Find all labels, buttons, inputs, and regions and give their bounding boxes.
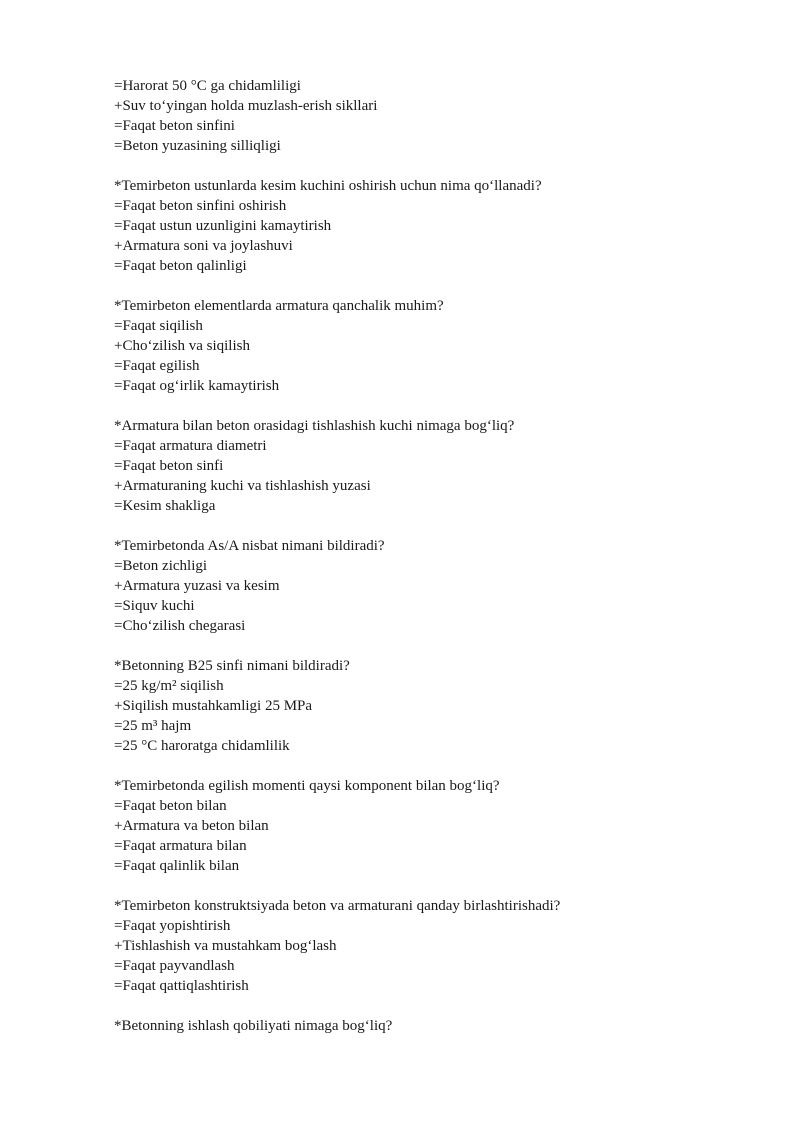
question-list xyxy=(114,76,734,1056)
answer-option: =Faqat armatura diametri xyxy=(114,438,267,454)
answer-option: =Faqat yopishtirish xyxy=(114,918,231,934)
question-block-1 xyxy=(114,76,734,156)
answer-option: +Armatura soni va joylashuvi xyxy=(114,238,293,254)
answer-option: =Faqat armatura bilan xyxy=(114,838,247,854)
answer-option: =Beton yuzasining silliqligi xyxy=(114,138,281,154)
question-block-5 xyxy=(114,536,734,636)
question-block-9 xyxy=(114,1016,734,1036)
question-text: *Temirbeton ustunlarda kesim kuchini oshirish uchun nima qo‘llanadi? xyxy=(114,178,542,194)
answer-option: =Kesim shakliga xyxy=(114,498,216,514)
question-text: *Temirbetonda egilish momenti qaysi komponent bilan bog‘liq? xyxy=(114,778,500,794)
question-block-4 xyxy=(114,416,734,516)
answer-option: =Harorat 50 °C ga chidamliligi xyxy=(114,78,301,94)
question-text: *Armatura bilan beton orasidagi tishlashish kuchi nimaga bog‘liq? xyxy=(114,418,515,434)
answer-option: =Faqat ustun uzunligini kamaytirish xyxy=(114,218,332,234)
question-text: *Temirbetonda As/A nisbat nimani bildiradi? xyxy=(114,538,385,554)
answer-option: +Armatura yuzasi va kesim xyxy=(114,578,280,594)
question-text: *Temirbeton konstruktsiyada beton va armaturani qanday birlashtirishadi? xyxy=(114,898,561,914)
answer-option: =Faqat og‘irlik kamaytirish xyxy=(114,378,280,394)
answer-option: +Cho‘zilish va siqilish xyxy=(114,338,250,354)
answer-option: =Faqat siqilish xyxy=(114,318,203,334)
answer-option: =Cho‘zilish chegarasi xyxy=(114,618,246,634)
answer-option: +Siqilish mustahkamligi 25 MPa xyxy=(114,698,313,714)
answer-option: =Faqat beton bilan xyxy=(114,798,227,814)
question-text: *Temirbeton elementlarda armatura qanchalik muhim? xyxy=(114,298,444,314)
answer-option: +Tishlashish va mustahkam bog‘lash xyxy=(114,938,337,954)
answer-option: +Armaturaning kuchi va tishlashish yuzasi xyxy=(114,478,371,494)
answer-option: =Faqat beton sinfi xyxy=(114,458,224,474)
answer-option: =Faqat beton qalinligi xyxy=(114,258,247,274)
answer-option: +Armatura va beton bilan xyxy=(114,818,269,834)
question-block-3 xyxy=(114,296,734,396)
question-block-6 xyxy=(114,656,734,756)
answer-option: =Faqat payvandlash xyxy=(114,958,235,974)
answer-option: =Faqat egilish xyxy=(114,358,200,374)
answer-option: =Faqat beton sinfini xyxy=(114,118,235,134)
answer-option: +Suv to‘yingan holda muzlash-erish sikllari xyxy=(114,98,378,114)
question-block-7 xyxy=(114,776,734,876)
question-text: *Betonning ishlash qobiliyati nimaga bog‘liq? xyxy=(114,1018,393,1034)
answer-option: =Faqat beton sinfini oshirish xyxy=(114,198,287,214)
question-block-2 xyxy=(114,176,734,276)
answer-option: =Faqat qattiqlashtirish xyxy=(114,978,249,994)
answer-option: =Faqat qalinlik bilan xyxy=(114,858,240,874)
answer-option: =Siquv kuchi xyxy=(114,598,195,614)
answer-option: =25 m³ hajm xyxy=(114,718,192,734)
question-text: *Betonning B25 sinfi nimani bildiradi? xyxy=(114,658,350,674)
answer-option: =25 °C haroratga chidamlilik xyxy=(114,738,290,754)
answer-option: =Beton zichligi xyxy=(114,558,208,574)
answer-option: =25 kg/m² siqilish xyxy=(114,678,224,694)
question-block-8 xyxy=(114,896,734,996)
